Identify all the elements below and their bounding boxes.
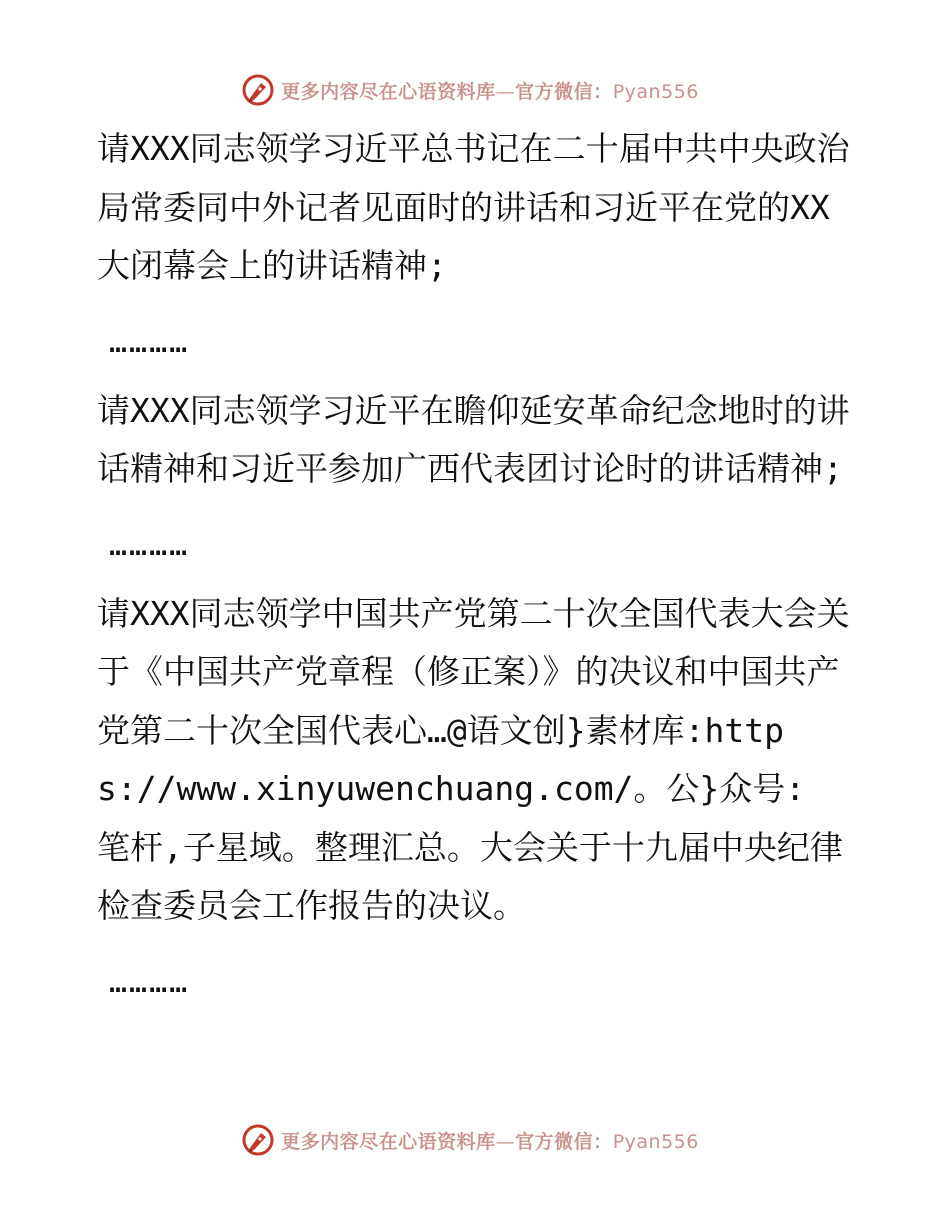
banner-text [281, 1127, 699, 1154]
document-body [97, 120, 857, 1022]
banner-text [281, 77, 699, 104]
pen-nib-logo-icon [241, 1123, 275, 1157]
banner-dash: — [495, 80, 516, 103]
banner-dash: — [495, 1130, 516, 1153]
paragraph-1: 请XXX同志领学习近平总书记在二十届中共中央政治局常委同中外记者见面时的讲话和习近平在党的XX大闭幕会上的讲话精神; [97, 129, 850, 285]
ellipsis-3: ………… [109, 964, 190, 1000]
pen-nib-logo-icon [241, 73, 275, 107]
paragraph-2: 请XXX同志领学习近平在瞻仰延安革命纪念地时的讲话精神和习近平参加广西代表团讨论时的讲话精神; [97, 390, 850, 488]
banner-wx-id: Pyan556 [612, 80, 699, 103]
paragraph-3: 请XXX同志领学中国共产党第二十次全国代表大会关于《中国共产党章程（修正案）》的决议和中国共产党第二十次全国代表心…@语文创}素材库:https://www.xinyuwenchuang.com/。公}众号: 笔杆,子星域。整理汇总。大会关于十九届中央纪律检查委员会工作报告的决议。 [97, 593, 850, 925]
ellipsis-1: ………… [109, 324, 190, 360]
footer-banner-inner [241, 1123, 699, 1157]
banner-wx-id: Pyan556 [612, 1130, 699, 1153]
banner-title: 更多内容尽在心语资料库 [281, 80, 496, 103]
ellipsis-2: ………… [109, 527, 190, 563]
banner-title: 更多内容尽在心语资料库 [281, 1130, 496, 1153]
header-banner-inner [241, 73, 699, 107]
footer-banner [0, 1120, 950, 1160]
banner-wx-label: 官方微信： [515, 1130, 613, 1153]
banner-wx-label: 官方微信： [515, 80, 613, 103]
header-banner [0, 70, 950, 110]
